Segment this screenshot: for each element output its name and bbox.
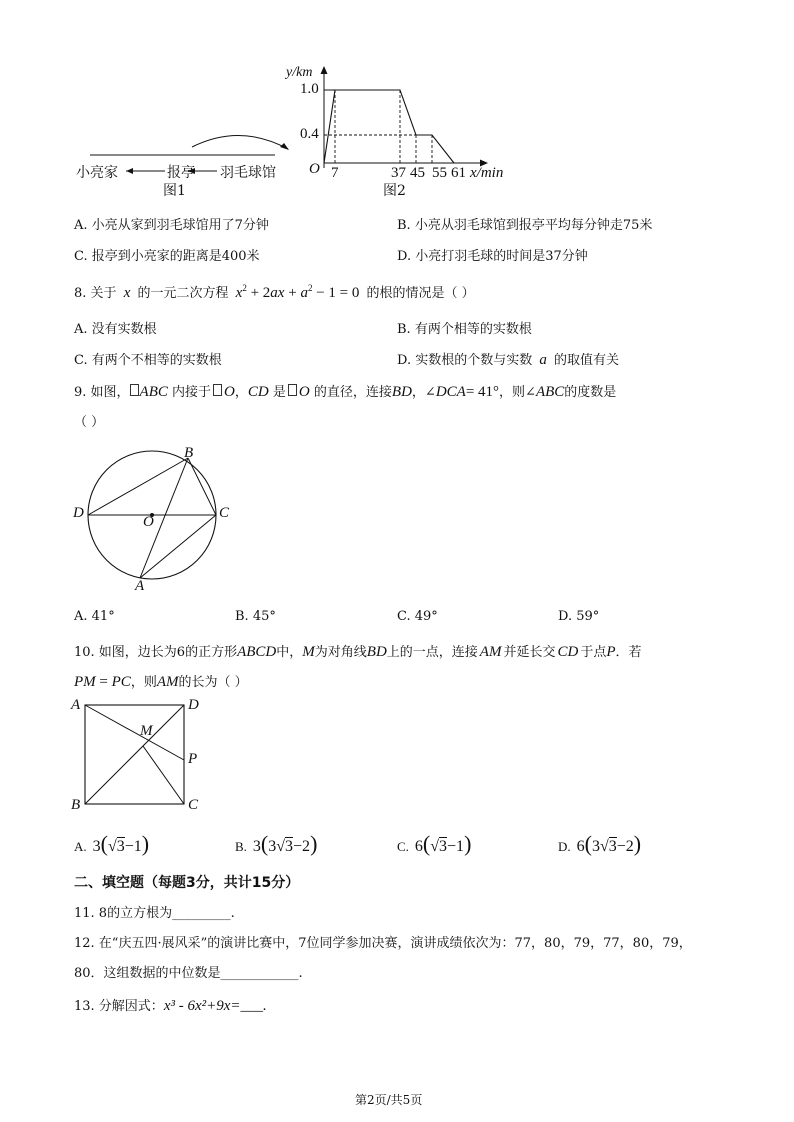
q8-option-a: A. 没有实数根 [74, 322, 157, 337]
fig1-caption: 图1 [163, 183, 186, 199]
q8-option-c: C. 有两个不相等的实数根 [74, 353, 222, 368]
q9-option-b: B. 45° [235, 609, 276, 624]
q7-option-b: B. 小亮从羽毛球馆到报亭平均每分钟走75米 [397, 218, 653, 233]
q10-option-b: B. 3(3√3−2) [235, 831, 318, 856]
q10-label-m: M [140, 723, 153, 739]
graph-ytick-0-4: 0.4 [300, 126, 319, 142]
route-arc [192, 135, 288, 149]
q10-option-a: A. 3(√3−1) [74, 831, 150, 856]
q10-label-d: D [188, 697, 199, 713]
q10-square-diagram [80, 700, 190, 810]
q9-option-a: A. 41° [74, 609, 115, 624]
q8-equation: $x^2 + 2ax + a^2 - 1 = 0$ [235, 283, 360, 301]
arrow-kiosk-to-home-head [126, 168, 133, 174]
q10-label-b: B [71, 797, 81, 813]
q9-label-d: D [73, 505, 84, 521]
q8-option-b: B. 有两个相等的实数根 [397, 322, 532, 337]
graph-caption: 图2 [383, 183, 406, 199]
q10-label-a: A [71, 697, 81, 713]
q10-stem-line1: 10. 如图，边长为6的正方形ABCD中，M为对角线BD上的一点，连接 AM 并延长交 CD 于点P．若 [74, 644, 642, 660]
fig1-kiosk-label: 报亭 [167, 165, 195, 181]
q9-stem: 9. 如图， ABC 内接于 O，CD 是 O 的直径，连接BD，∠DCA= 41°，则∠ABC的度数是 [74, 384, 617, 400]
chord-bc [188, 458, 216, 515]
q9-label-c: C [219, 505, 230, 521]
q9-label-o: O [143, 514, 154, 530]
q13: 13. 分解因式：x³ - 6x²+9x=___. [74, 998, 267, 1014]
graph-xtick-45: 45 [410, 165, 425, 181]
q10-option-d: D. 6(3√3−2) [558, 831, 642, 856]
q9-label-b: B [184, 445, 194, 461]
q12-line2: 80．这组数据的中位数是____________. [74, 966, 303, 981]
fig1-court-label: 羽毛球馆 [220, 165, 276, 181]
q9-circle-diagram [70, 440, 240, 600]
distance-time-line [324, 90, 454, 163]
section-2-heading: 二、填空题（每题3分，共计15分） [74, 875, 300, 891]
q11: 11. 8的立方根为_________. [74, 906, 235, 921]
graph-xtick-37: 37 [391, 165, 406, 181]
q8-stem: 8. 关于 x 的一元二次方程 $x^2 + 2ax + a^2 - 1 = 0$ 的根的情况是（ ） [74, 283, 475, 301]
q7-option-a: A. 小亮从家到羽毛球馆用了7分钟 [74, 218, 269, 233]
graph-xtick-55: 55 [432, 165, 447, 181]
graph-ytick-1-0: 1.0 [300, 81, 319, 97]
q10-label-c: C [188, 797, 199, 813]
page-footer: 第2页/共5页 [355, 1093, 423, 1107]
q8-option-d: D. 实数根的个数与实数 a 的取值有关 [397, 352, 620, 368]
graph-origin-label: O [309, 161, 320, 177]
graph-xlabel: x/min [470, 165, 504, 181]
triangle-symbol-box [130, 384, 139, 396]
q12-line1: 12. 在“庆五四·展风采”的演讲比赛中，7位同学参加决赛，演讲成绩依次为：77，80，79，77，80，79， [74, 936, 692, 951]
circle-symbol-box-2 [288, 384, 297, 396]
fig1-home-label: 小亮家 [76, 165, 118, 181]
q9-answer-paren: （ ） [74, 415, 105, 430]
diagonal-bd [85, 705, 184, 804]
line-mc [143, 746, 184, 804]
q10-option-c: C. 6(√3−1) [397, 831, 472, 856]
q10-label-p: P [188, 751, 198, 767]
circle-symbol-box [213, 384, 222, 396]
y-axis-arrow [321, 66, 328, 74]
q7-option-c: C. 报亭到小亮家的距离是400米 [74, 249, 260, 264]
q7-option-d: D. 小亮打羽毛球的时间是37分钟 [397, 249, 588, 264]
line-ap [85, 705, 184, 760]
q9-option-d: D. 59° [558, 609, 600, 624]
chord-db [88, 458, 188, 515]
graph-ylabel: y/km [286, 65, 313, 80]
q9-option-c: C. 49° [397, 609, 438, 624]
q10-stem-line2: PM = PC，则AM的长为（ ） [74, 674, 248, 690]
graph-xtick-7: 7 [331, 165, 339, 181]
graph-xtick-61: 61 [451, 165, 466, 181]
q9-label-a: A [135, 578, 145, 594]
